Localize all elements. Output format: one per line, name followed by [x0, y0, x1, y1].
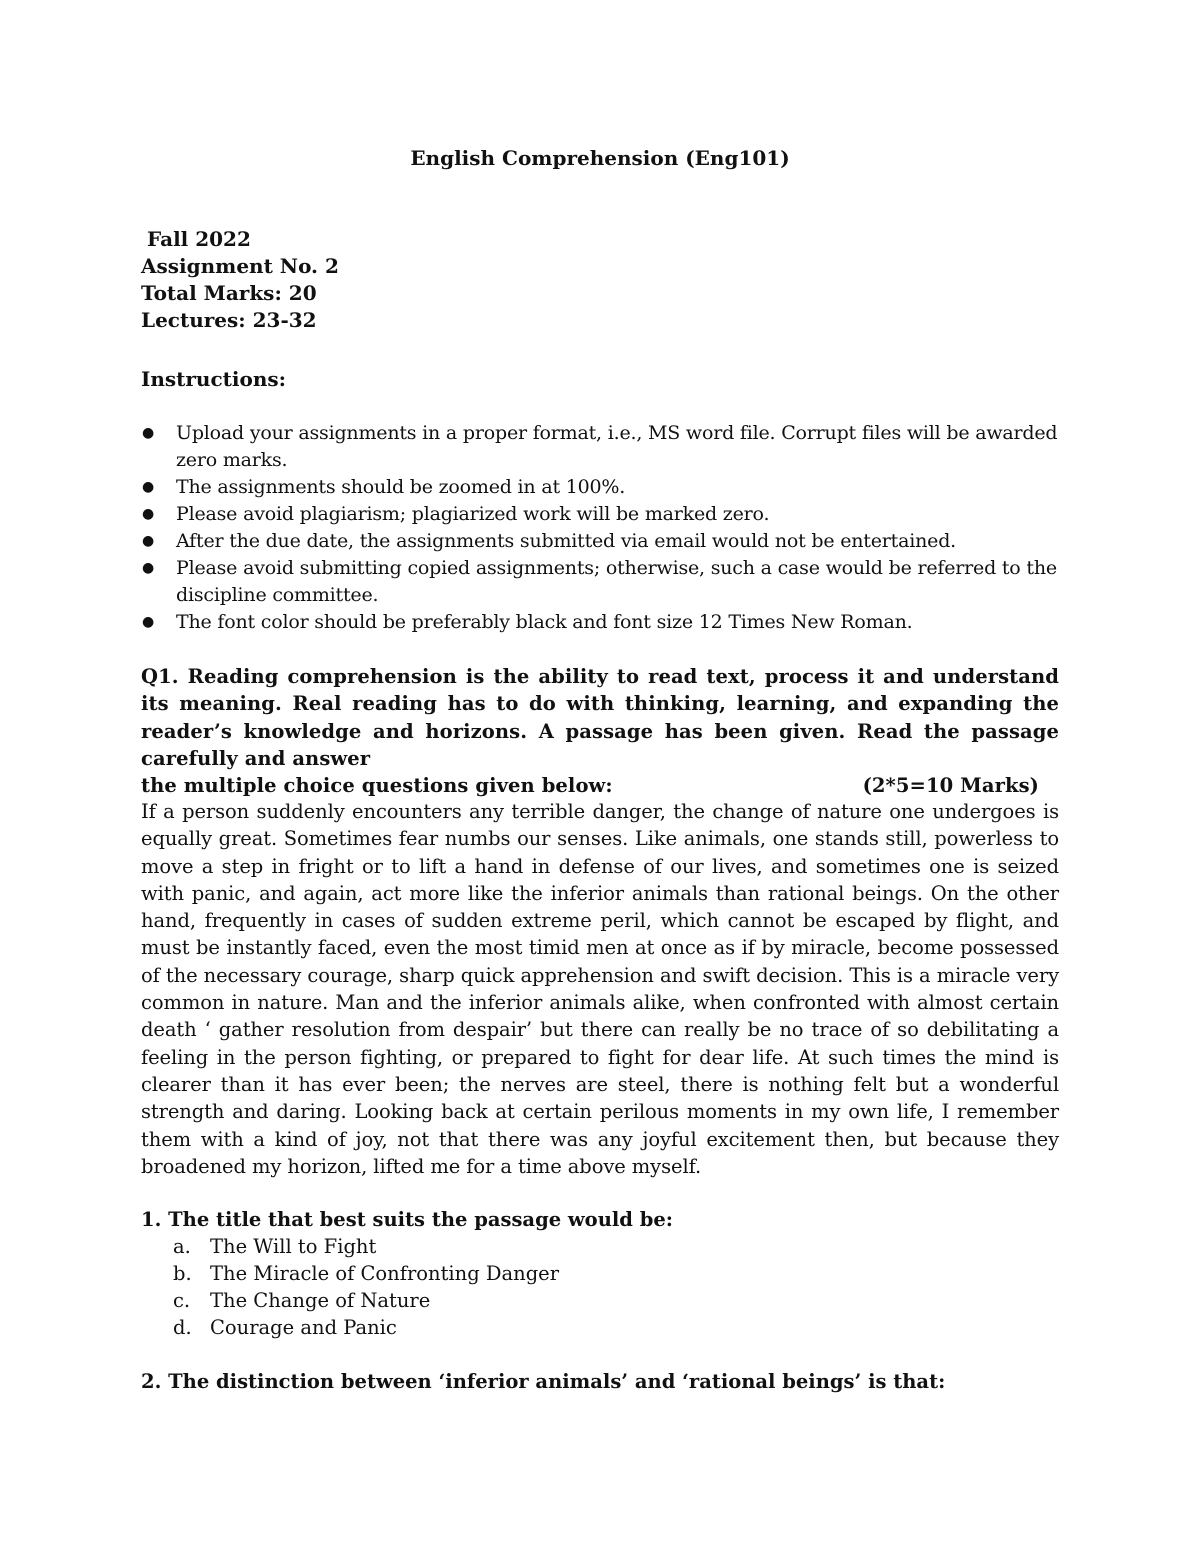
question-one-text: Reading comprehension is the ability to read text, process it and understand its meaning. Real reading has to do with thinking, learning, and expanding the reader’s knowledge and horizons. A passage has been given. Read the passage carefully and answer [141, 665, 1060, 770]
bullet-icon: ● [142, 506, 155, 522]
instruction-text: Please avoid submitting copied assignments; otherwise, such a case would be referred to the discipline committee. [176, 557, 1057, 606]
question-one-prompt-end: the multiple choice questions given below: [141, 774, 613, 798]
assignment-meta [141, 226, 339, 334]
instruction-item [141, 555, 1061, 609]
mcq-option [173, 1260, 559, 1287]
option-text: The Miracle of Confronting Danger [210, 1262, 560, 1285]
option-text: The Change of Nature [210, 1289, 431, 1312]
lectures-range: Lectures: 23-32 [141, 308, 317, 332]
option-letter: a. [173, 1235, 191, 1258]
mcq-option [173, 1233, 559, 1260]
mcq-option [173, 1287, 559, 1314]
bullet-icon: ● [142, 479, 155, 495]
question-one-marks: (2*5=10 Marks) [862, 774, 1039, 798]
instruction-item [141, 474, 1061, 501]
mcq-option [173, 1314, 559, 1341]
mcq-question-1: 1. The title that best suits the passage would be: [141, 1208, 673, 1231]
option-letter: c. [173, 1289, 191, 1312]
option-letter: b. [173, 1262, 192, 1285]
mcq-options-1 [173, 1233, 559, 1341]
instruction-item [141, 609, 1061, 636]
option-text: The Will to Fight [210, 1235, 377, 1258]
term-label: Fall 2022 [147, 227, 251, 251]
reading-passage: If a person suddenly encounters any terrible danger, the change of nature one undergoes is equally great. Sometimes fear numbs our senses. Like animals, one stands still, powerless to move a step in fright or to lift a hand in defense of our lives, and sometimes one is seized with panic, and again, act more like the inferior animals than rational beings. On the other hand, frequently in cases of sudden extreme peril, which cannot be escaped by flight, and must be instantly faced, even the most timid men at once as if by miracle, become possessed of the necessary courage, sharp quick apprehension and swift decision. This is a miracle very common in nature. Man and the inferior animals alike, when confronted with almost certain death ‘ gather resolution from despair’ but there can really be no trace of so debilitating a feeling in the person fighting, or prepared to fight for dear life. At such times the mind is clearer than it has ever been; the nerves are steel, there is nothing felt but a wonderful strength and daring. Looking back at certain perilous moments in my own life, I remember them with a kind of joy, not that there was any joyful excitement then, but because they broadened my horizon, lifted me for a time above myself. [141, 800, 1059, 1178]
bullet-icon: ● [142, 425, 155, 441]
question-one [141, 663, 1059, 799]
instruction-text: After the due date, the assignments submitted via email would not be entertained. [176, 530, 956, 552]
instruction-text: The font color should be preferably black and font size 12 Times New Roman. [176, 611, 913, 633]
instruction-text: Please avoid plagiarism; plagiarized work will be marked zero. [176, 503, 770, 525]
instruction-item [141, 528, 1061, 555]
bullet-icon: ● [142, 560, 155, 576]
instructions-heading: Instructions: [141, 367, 287, 391]
instruction-text: The assignments should be zoomed in at 100%. [176, 476, 626, 498]
assignment-number: Assignment No. 2 [141, 254, 339, 278]
document-title: English Comprehension (Eng101) [410, 146, 790, 170]
mcq-question-2: 2. The distinction between ‘inferior animals’ and ‘rational beings’ is that: [141, 1370, 946, 1393]
option-text: Courage and Panic [210, 1316, 397, 1339]
instructions-list [141, 420, 1061, 636]
bullet-icon: ● [142, 614, 155, 630]
instruction-text: Upload your assignments in a proper format, i.e., MS word file. Corrupt files will be awarded zero marks. [176, 422, 1058, 471]
instruction-item [141, 501, 1061, 528]
instruction-item [141, 420, 1061, 474]
bullet-icon: ● [142, 533, 155, 549]
total-marks: Total Marks: 20 [141, 281, 317, 305]
question-one-marks-line [141, 772, 1059, 799]
option-letter: d. [173, 1316, 192, 1339]
question-one-prompt [141, 663, 1059, 772]
question-one-label: Q1. [141, 665, 179, 688]
